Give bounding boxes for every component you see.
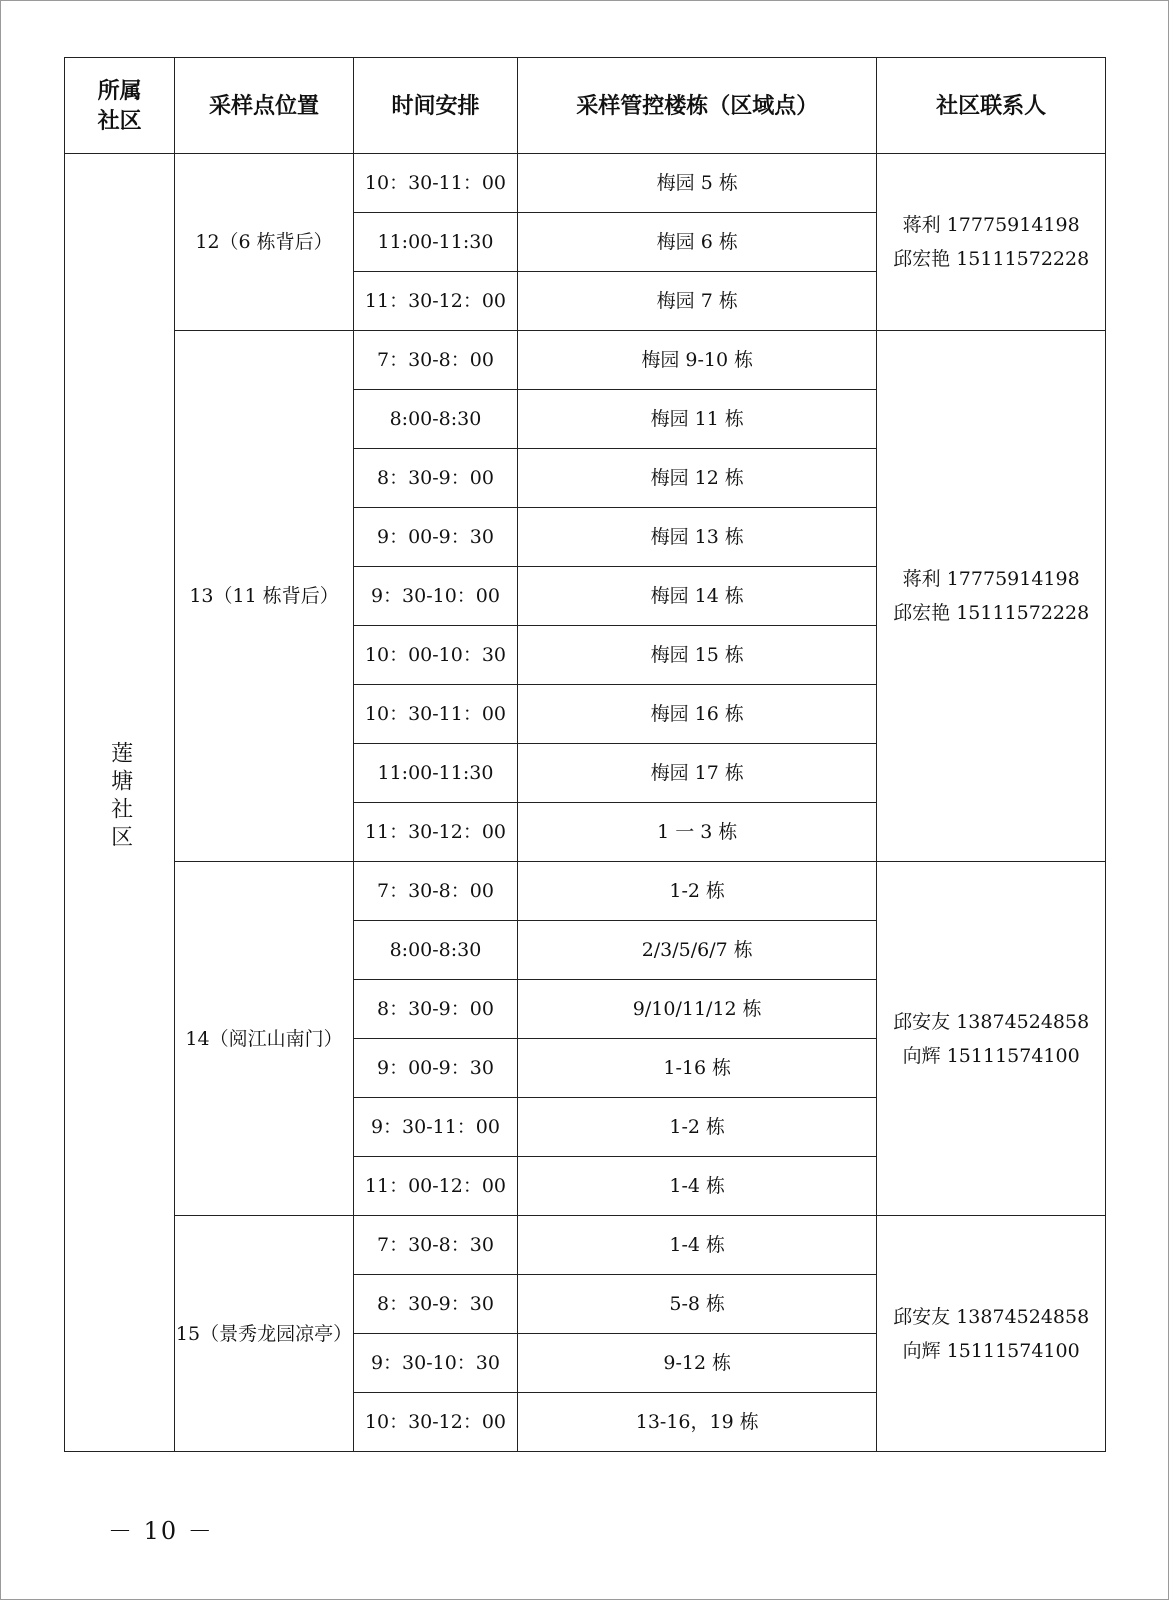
header-site-location: 采样点位置 xyxy=(175,58,354,154)
table-row xyxy=(65,154,1106,213)
contact-cell xyxy=(877,862,1106,1216)
time-cell: 10：30-12：00 xyxy=(353,1393,517,1452)
time-cell: 7：30-8：30 xyxy=(353,1216,517,1275)
time-cell: 11：30-12：00 xyxy=(353,803,517,862)
time-cell: 10：30-11：00 xyxy=(353,154,517,213)
time-cell: 8:00-8:30 xyxy=(353,390,517,449)
area-cell: 5-8 栋 xyxy=(518,1275,877,1334)
table-row xyxy=(65,1216,1106,1275)
site-location-cell: 15（景秀龙园凉亭） xyxy=(175,1216,354,1452)
area-cell: 13-16，19 栋 xyxy=(518,1393,877,1452)
time-cell: 8:00-8:30 xyxy=(353,921,517,980)
site-location-cell: 12（6 栋背后） xyxy=(175,154,354,331)
contact-line: 蒋利 17775914198 xyxy=(902,214,1080,236)
community-cell xyxy=(65,154,175,1452)
community-name: 莲塘社区 xyxy=(107,741,133,853)
area-cell: 梅园 5 栋 xyxy=(518,154,877,213)
site-location-cell: 13（11 栋背后） xyxy=(175,331,354,862)
time-cell: 8：30-9：00 xyxy=(353,980,517,1039)
sampling-schedule-table xyxy=(64,57,1106,1452)
time-cell: 11：00-12：00 xyxy=(353,1157,517,1216)
time-cell: 10：30-11：00 xyxy=(353,685,517,744)
area-cell: 1-4 栋 xyxy=(518,1216,877,1275)
time-cell: 8：30-9：30 xyxy=(353,1275,517,1334)
contact-cell xyxy=(877,1216,1106,1452)
area-cell: 9/10/11/12 栋 xyxy=(518,980,877,1039)
area-cell: 2/3/5/6/7 栋 xyxy=(518,921,877,980)
contact-cell xyxy=(877,154,1106,331)
header-controlled-buildings: 采样管控楼栋（区域点） xyxy=(518,58,877,154)
header-time-schedule: 时间安排 xyxy=(353,58,517,154)
area-cell: 梅园 15 栋 xyxy=(518,626,877,685)
contact-line: 邱宏艳 15111572228 xyxy=(893,248,1090,270)
time-cell: 7：30-8：00 xyxy=(353,331,517,390)
area-cell: 梅园 14 栋 xyxy=(518,567,877,626)
time-cell: 11:00-11:30 xyxy=(353,744,517,803)
area-cell: 梅园 6 栋 xyxy=(518,213,877,272)
contact-line: 蒋利 17775914198 xyxy=(902,568,1080,590)
area-cell: 梅园 9-10 栋 xyxy=(518,331,877,390)
time-cell: 9：30-10：00 xyxy=(353,567,517,626)
area-cell: 1 一 3 栋 xyxy=(518,803,877,862)
area-cell: 梅园 7 栋 xyxy=(518,272,877,331)
area-cell: 1-4 栋 xyxy=(518,1157,877,1216)
contact-line: 邱安友 13874524858 xyxy=(893,1010,1090,1033)
time-cell: 9：00-9：30 xyxy=(353,508,517,567)
area-cell: 1-2 栋 xyxy=(518,1098,877,1157)
area-cell: 1-16 栋 xyxy=(518,1039,877,1098)
time-cell: 9：00-9：30 xyxy=(353,1039,517,1098)
contact-line: 向辉 15111574100 xyxy=(902,1339,1080,1362)
header-row xyxy=(65,58,1106,154)
time-cell: 11:00-11:30 xyxy=(353,213,517,272)
time-cell: 11：30-12：00 xyxy=(353,272,517,331)
table-row xyxy=(65,862,1106,921)
area-cell: 梅园 17 栋 xyxy=(518,744,877,803)
header-community-contact: 社区联系人 xyxy=(877,58,1106,154)
table-row xyxy=(65,331,1106,390)
time-cell: 7：30-8：00 xyxy=(353,862,517,921)
contact-cell xyxy=(877,331,1106,862)
area-cell: 梅园 11 栋 xyxy=(518,390,877,449)
site-location-cell: 14（阅江山南门） xyxy=(175,862,354,1216)
header-community: 所属社区 xyxy=(65,58,175,154)
time-cell: 8：30-9：00 xyxy=(353,449,517,508)
page-number: － 10 － xyxy=(108,1517,214,1545)
area-cell: 9-12 栋 xyxy=(518,1334,877,1393)
time-cell: 10：00-10：30 xyxy=(353,626,517,685)
contact-line: 邱安友 13874524858 xyxy=(893,1305,1090,1328)
contact-line: 向辉 15111574100 xyxy=(902,1044,1080,1067)
area-cell: 1-2 栋 xyxy=(518,862,877,921)
contact-line: 邱宏艳 15111572228 xyxy=(893,602,1090,624)
time-cell: 9：30-10：30 xyxy=(353,1334,517,1393)
area-cell: 梅园 16 栋 xyxy=(518,685,877,744)
area-cell: 梅园 12 栋 xyxy=(518,449,877,508)
time-cell: 9：30-11：00 xyxy=(353,1098,517,1157)
area-cell: 梅园 13 栋 xyxy=(518,508,877,567)
